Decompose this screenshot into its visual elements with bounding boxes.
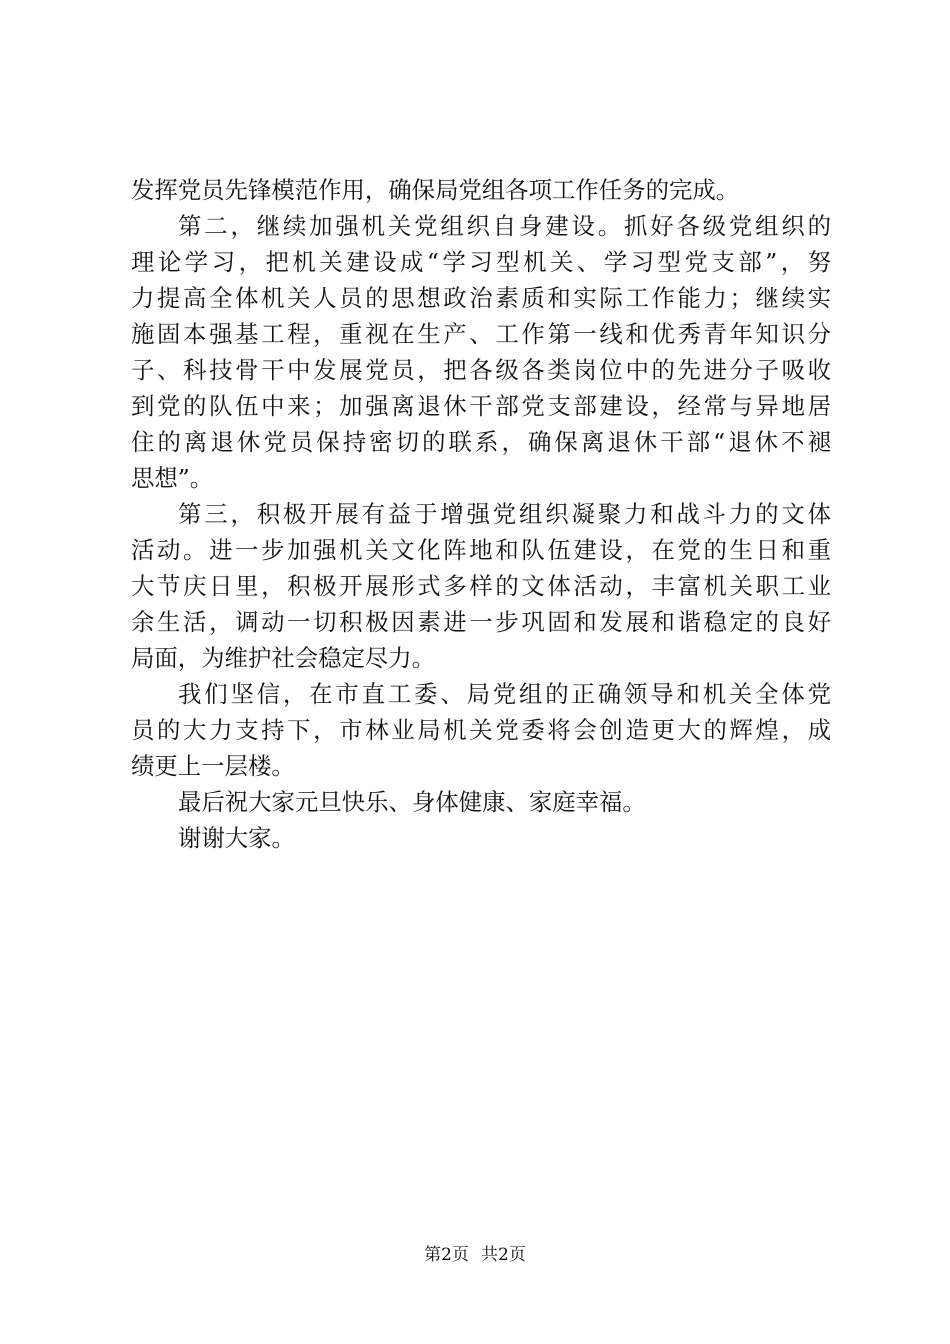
text-line: 理论学习，把机关建设成“学习型机关、学习型党支部”，努: [131, 248, 831, 276]
text-line: 员的大力支持下，市林业局机关党委将会创造更大的辉煌，成: [131, 716, 831, 744]
text-line: 谢谢大家。: [178, 824, 295, 852]
page-number: 第2页: [424, 1245, 469, 1265]
text-line: 活动。进一步加强机关文化阵地和队伍建设，在党的生日和重: [131, 536, 831, 564]
text-line: 局面，为维护社会稳定尽力。: [131, 644, 436, 672]
text-line: 子、科技骨干中发展党员，把各级各类岗位中的先进分子吸收: [131, 356, 831, 384]
text-line: 余生活，调动一切积极因素进一步巩固和发展和谐稳定的良好: [131, 608, 831, 636]
text-line: 施固本强基工程，重视在生产、工作第一线和优秀青年知识分: [131, 320, 831, 348]
page-footer: [0, 1243, 950, 1267]
text-line: 大节庆日里，积极开展形式多样的文体活动，丰富机关职工业: [131, 572, 831, 600]
text-line: 力提高全体机关人员的思想政治素质和实际工作能力；继续实: [131, 284, 831, 312]
text-line: 第三，积极开展有益于增强党组织凝聚力和战斗力的文体: [178, 500, 831, 528]
page-total: 共2页: [481, 1245, 526, 1265]
text-line: 最后祝大家元旦快乐、身体健康、家庭幸福。: [178, 788, 646, 816]
text-line: 第二，继续加强机关党组织自身建设。抓好各级党组织的: [178, 212, 831, 240]
text-line: 思想”。: [131, 464, 214, 492]
text-line: 发挥党员先锋模范作用，确保局党组各项工作任务的完成。: [131, 176, 740, 204]
text-line: 我们坚信，在市直工委、局党组的正确领导和机关全体党: [178, 680, 831, 708]
text-line: 到党的队伍中来；加强离退休干部党支部建设，经常与异地居: [131, 392, 831, 420]
document-body: [131, 172, 831, 856]
text-line: 绩更上一层楼。: [131, 752, 295, 780]
text-line: 住的离退休党员保持密切的联系，确保离退休干部“退休不褪: [131, 428, 831, 456]
